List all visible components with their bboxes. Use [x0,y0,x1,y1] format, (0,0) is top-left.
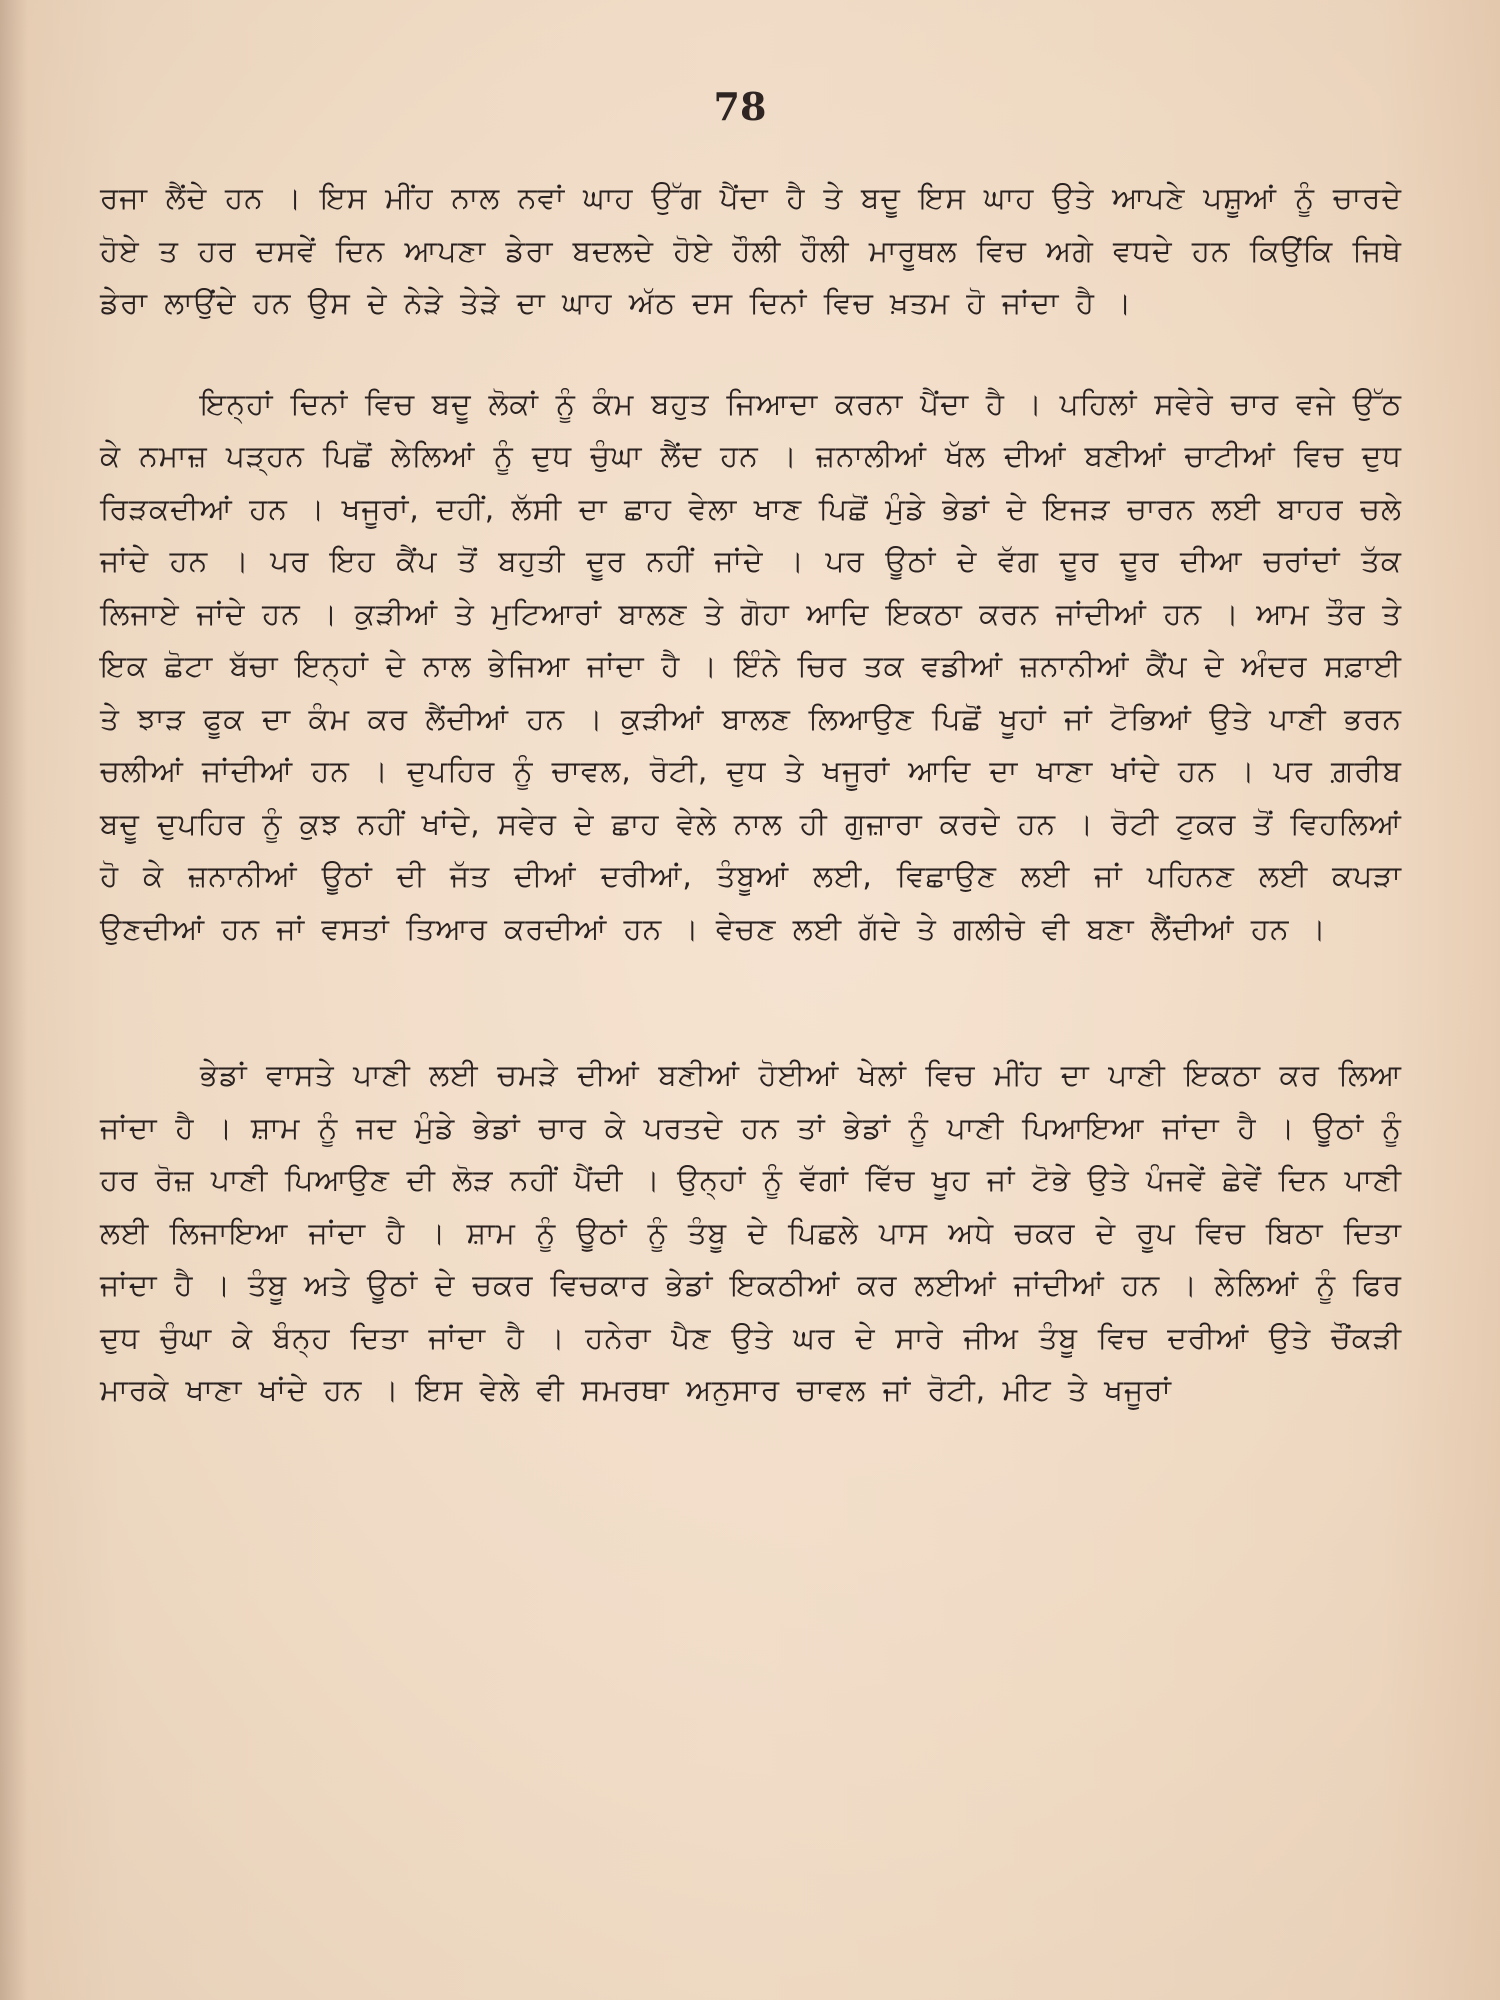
paragraph-gap [100,955,1402,1049]
binding-shadow [0,0,28,2000]
page-number: 78 [713,84,767,129]
paragraph-1: ਰਜਾ ਲੈਂਦੇ ਹਨ । ਇਸ ਮੀਂਹ ਨਾਲ ਨਵਾਂ ਘਾਹ ਉੱਗ ਪੈਂਦਾ ਹੈ ਤੇ ਬਦੂ ਇਸ ਘਾਹ ਉਤੇ ਆਪਣੇ ਪਸ਼ੂਆਂ ਨੂੰ ਚਾਰਦੇ ਹੋਏ ਤ ਹਰ ਦਸਵੇਂ ਦਿਨ ਆਪਣਾ ਡੇਰਾ ਬਦਲਦੇ ਹੋਏ ਹੌਲੀ ਹੌਲੀ ਮਾਰੂਥਲ ਵਿਚ ਅਗੇ ਵਧਦੇ ਹਨ ਕਿਉਂਕਿ ਜਿਥੇ ਡੇਰਾ ਲਾਉਂਦੇ ਹਨ ਉਸ ਦੇ ਨੇੜੇ ਤੇੜੇ ਦਾ ਘਾਹ ਅੱਠ ਦਸ ਦਿਨਾਂ ਵਿਚ ਖ਼ਤਮ ਹੋ ਜਾਂਦਾ ਹੈ । [100,181,1402,320]
paragraph-gap [100,330,1402,378]
page-body [100,172,1402,1417]
paragraph-3: ਭੇਡਾਂ ਵਾਸਤੇ ਪਾਣੀ ਲਈ ਚਮੜੇ ਦੀਆਂ ਬਣੀਆਂ ਹੋਈਆਂ ਖੇਲਾਂ ਵਿਚ ਮੀਂਹ ਦਾ ਪਾਣੀ ਇਕਠਾ ਕਰ ਲਿਆ ਜਾਂਦਾ ਹੈ । ਸ਼ਾਮ ਨੂੰ ਜਦ ਮੁੰਡੇ ਭੇਡਾਂ ਚਾਰ ਕੇ ਪਰਤਦੇ ਹਨ ਤਾਂ ਭੇਡਾਂ ਨੂੰ ਪਾਣੀ ਪਿਆਇਆ ਜਾਂਦਾ ਹੈ । ਊਠਾਂ ਨੂੰ ਹਰ ਰੋਜ਼ ਪਾਣੀ ਪਿਆਉਣ ਦੀ ਲੋੜ ਨਹੀਂ ਪੈਂਦੀ । ਉਨ੍ਹਾਂ ਨੂੰ ਵੱਗਾਂ ਵਿੱਚ ਖੂਹ ਜਾਂ ਟੋਭੇ ਉਤੇ ਪੰਜਵੇਂ ਛੇਵੇਂ ਦਿਨ ਪਾਣੀ ਲਈ ਲਿਜਾਇਆ ਜਾਂਦਾ ਹੈ । ਸ਼ਾਮ ਨੂੰ ਊਠਾਂ ਨੂੰ ਤੰਬੂ ਦੇ ਪਿਛਲੇ ਪਾਸ ਅਧੇ ਚਕਰ ਦੇ ਰੂਪ ਵਿਚ ਬਿਠਾ ਦਿਤਾ ਜਾਂਦਾ ਹੈ । ਤੰਬੂ ਅਤੇ ਊਠਾਂ ਦੇ ਚਕਰ ਵਿਚਕਾਰ ਭੇਡਾਂ ਇਕਠੀਆਂ ਕਰ ਲਈਆਂ ਜਾਂਦੀਆਂ ਹਨ । ਲੇਲਿਆਂ ਨੂੰ ਫਿਰ ਦੁਧ ਚੁੰਘਾ ਕੇ ਬੰਨ੍ਹ ਦਿਤਾ ਜਾਂਦਾ ਹੈ । ਹਨੇਰਾ ਪੈਣ ਉਤੇ ਘਰ ਦੇ ਸਾਰੇ ਜੀਅ ਤੰਬੂ ਵਿਚ ਦਰੀਆਂ ਉਤੇ ਚੌਂਕੜੀ ਮਾਰਕੇ ਖਾਣਾ ਖਾਂਦੇ ਹਨ । ਇਸ ਵੇਲੇ ਵੀ ਸਮਰਥਾ ਅਨੁਸਾਰ ਚਾਵਲ ਜਾਂ ਰੋਟੀ, ਮੀਟ ਤੇ ਖਜੂਰਾਂ [100,1058,1402,1407]
paragraph-2: ਇਨ੍ਹਾਂ ਦਿਨਾਂ ਵਿਚ ਬਦੂ ਲੋਕਾਂ ਨੂੰ ਕੰਮ ਬਹੁਤ ਜਿਆਦਾ ਕਰਨਾ ਪੈਂਦਾ ਹੈ । ਪਹਿਲਾਂ ਸਵੇਰੇ ਚਾਰ ਵਜੇ ਉੱਠ ਕੇ ਨਮਾਜ਼ ਪੜ੍ਹਨ ਪਿਛੋਂ ਲੇਲਿਆਂ ਨੂੰ ਦੁਧ ਚੁੰਘਾ ਲੈਂਦ ਹਨ । ਜ਼ਨਾਲੀਆਂ ਖੱਲ ਦੀਆਂ ਬਣੀਆਂ ਚਾਟੀਆਂ ਵਿਚ ਦੁਧ ਰਿੜਕਦੀਆਂ ਹਨ । ਖਜੂਰਾਂ, ਦਹੀਂ, ਲੱਸੀ ਦਾ ਛਾਹ ਵੇਲਾ ਖਾਣ ਪਿਛੋਂ ਮੁੰਡੇ ਭੇਡਾਂ ਦੇ ਇਜੜ ਚਾਰਨ ਲਈ ਬਾਹਰ ਚਲੇ ਜਾਂਦੇ ਹਨ । ਪਰ ਇਹ ਕੈਂਪ ਤੋਂ ਬਹੁਤੀ ਦੂਰ ਨਹੀਂ ਜਾਂਦੇ । ਪਰ ਊਠਾਂ ਦੇ ਵੱਗ ਦੂਰ ਦੂਰ ਦੀਆ ਚਰਾਂਦਾਂ ਤੱਕ ਲਿਜਾਏ ਜਾਂਦੇ ਹਨ । ਕੁੜੀਆਂ ਤੇ ਮੁਟਿਆਰਾਂ ਬਾਲਣ ਤੇ ਗੋਹਾ ਆਦਿ ਇਕਠਾ ਕਰਨ ਜਾਂਦੀਆਂ ਹਨ । ਆਮ ਤੌਰ ਤੇ ਇਕ ਛੋਟਾ ਬੱਚਾ ਇਨ੍ਹਾਂ ਦੇ ਨਾਲ ਭੇਜਿਆ ਜਾਂਦਾ ਹੈ । ਇੰਨੇ ਚਿਰ ਤਕ ਵਡੀਆਂ ਜ਼ਨਾਨੀਆਂ ਕੈਂਪ ਦੇ ਅੰਦਰ ਸਫ਼ਾਈ ਤੇ ਝਾੜ ਫੂਕ ਦਾ ਕੰਮ ਕਰ ਲੈਂਦੀਆਂ ਹਨ । ਕੁੜੀਆਂ ਬਾਲਣ ਲਿਆਉਣ ਪਿਛੋਂ ਖੂਹਾਂ ਜਾਂ ਟੋਭਿਆਂ ਉਤੇ ਪਾਣੀ ਭਰਨ ਚਲੀਆਂ ਜਾਂਦੀਆਂ ਹਨ । ਦੁਪਹਿਰ ਨੂੰ ਚਾਵਲ, ਰੋਟੀ, ਦੁਧ ਤੇ ਖਜੂਰਾਂ ਆਦਿ ਦਾ ਖਾਣਾ ਖਾਂਦੇ ਹਨ । ਪਰ ਗ਼ਰੀਬ ਬਦੂ ਦੁਪਹਿਰ ਨੂੰ ਕੁਝ ਨਹੀਂ ਖਾਂਦੇ, ਸਵੇਰ ਦੇ ਛਾਹ ਵੇਲੇ ਨਾਲ ਹੀ ਗੁਜ਼ਾਰਾ ਕਰਦੇ ਹਨ । ਰੋਟੀ ਟੁਕਰ ਤੋਂ ਵਿਹਲਿਆਂ ਹੋ ਕੇ ਜ਼ਨਾਨੀਆਂ ਊਠਾਂ ਦੀ ਜੱਤ ਦੀਆਂ ਦਰੀਆਂ, ਤੰਬੂਆਂ ਲਈ, ਵਿਛਾਉਣ ਲਈ ਜਾਂ ਪਹਿਨਣ ਲਈ ਕਪੜਾ ਉਣਦੀਆਂ ਹਨ ਜਾਂ ਵਸਤਾਂ ਤਿਆਰ ਕਰਦੀਆਂ ਹਨ । ਵੇਚਣ ਲਈ ਗੱਦੇ ਤੇ ਗਲੀਚੇ ਵੀ ਬਣਾ ਲੈਂਦੀਆਂ ਹਨ । [100,386,1402,946]
